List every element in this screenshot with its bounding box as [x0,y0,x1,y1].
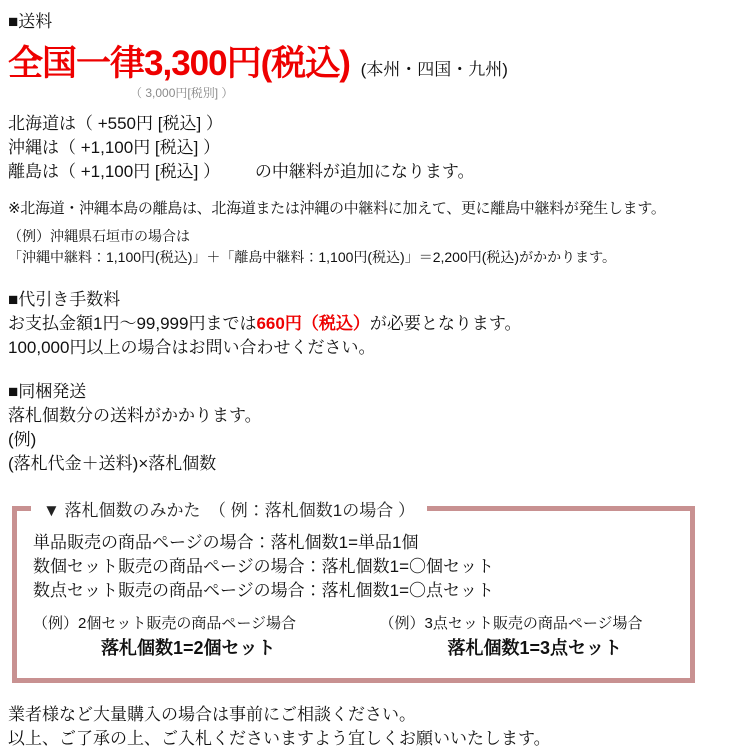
combined-formula: (落札代金＋送料)×落札個数 [8,454,217,473]
combined-shipping-section [8,380,750,476]
quantity-explanation-box [12,501,695,683]
quantity-example-3set [380,613,691,660]
cod-fee-line [8,312,750,336]
quantity-box-title: ▼ 落札個数のみかた （ 例：落札個数1の場合 ） [31,498,427,524]
quantity-example-2set-label: （例）2個セット販売の商品ページ場合 [33,615,297,632]
quantity-example-row [33,613,690,660]
nationwide-price: 全国一律3,300円(税込) [8,44,350,83]
cod-fee-amount: 660円（税込） [256,314,370,333]
cod-fee-prefix: お支払金額1円～99,999円までは [8,314,257,333]
remote-island-surcharge-line [8,160,750,184]
closing-note: 以上、ご了承の上、ご入札くださいますよう宜しくお願いいたします。 [8,729,551,748]
quantity-rule-piece-set: 数個セット販売の商品ページの場合：落札個数1=〇個セット [33,557,495,576]
footer-notes [8,703,750,750]
ishigaki-example-intro: （例）沖縄県石垣市の場合は [8,228,190,244]
surcharge-group [8,112,750,184]
price-region-note: (本州・四国・九州) [360,60,508,79]
quantity-rule-point-set: 数点セット販売の商品ページの場合：落札個数1=〇点セット [33,581,495,600]
tax-excluded-note: （ 3,000円[税別] ） [130,86,234,100]
quantity-example-2set-result: 落札個数1=2個セット [100,638,276,658]
hokkaido-surcharge: 北海道は（ +550円 [税込] ） [8,114,223,133]
cod-fee-header: ■代引き手数料 [8,290,121,309]
remote-island-note: ※北海道・沖縄本島の離島は、北海道または沖縄の中継料に加えて、更に離島中継料が発生します。 [8,200,666,217]
cod-fee-section [8,288,750,360]
ishigaki-example-detail: 「沖縄中継料：1,100円(税込)」＋「離島中継料：1,100円(税込)」＝2,200円(税込)がかかります。 [8,249,616,265]
cod-fee-over-limit: 100,000円以上の場合はお問い合わせください。 [8,338,376,357]
okinawa-surcharge: 沖縄は（ +1,100円 [税込] ） [8,138,221,157]
bulk-purchase-note: 業者様など大量購入の場合は事前にご相談ください。 [8,705,416,724]
relay-fee-suffix: の中継料が追加になります。 [254,162,475,181]
quantity-rule-single: 単品販売の商品ページの場合：落札個数1=単品1個 [33,533,419,552]
cod-fee-suffix: が必要となります。 [369,314,522,333]
quantity-example-2set [33,613,344,660]
quantity-example-3set-result: 落札個数1=3点セット [447,638,623,658]
combined-shipping-header: ■同梱発送 [8,382,87,401]
combined-shipping-line: 落札個数分の送料がかかります。 [8,406,262,425]
remote-island-surcharge: 離島は（ +1,100円 [税込] ） [8,162,221,181]
shipping-header: ■送料 [8,12,53,31]
shipping-section [8,10,750,268]
combined-example-label: (例) [8,430,37,449]
nationwide-price-line [8,36,750,86]
quantity-example-3set-label: （例）3点セット販売の商品ページ場合 [379,615,643,632]
